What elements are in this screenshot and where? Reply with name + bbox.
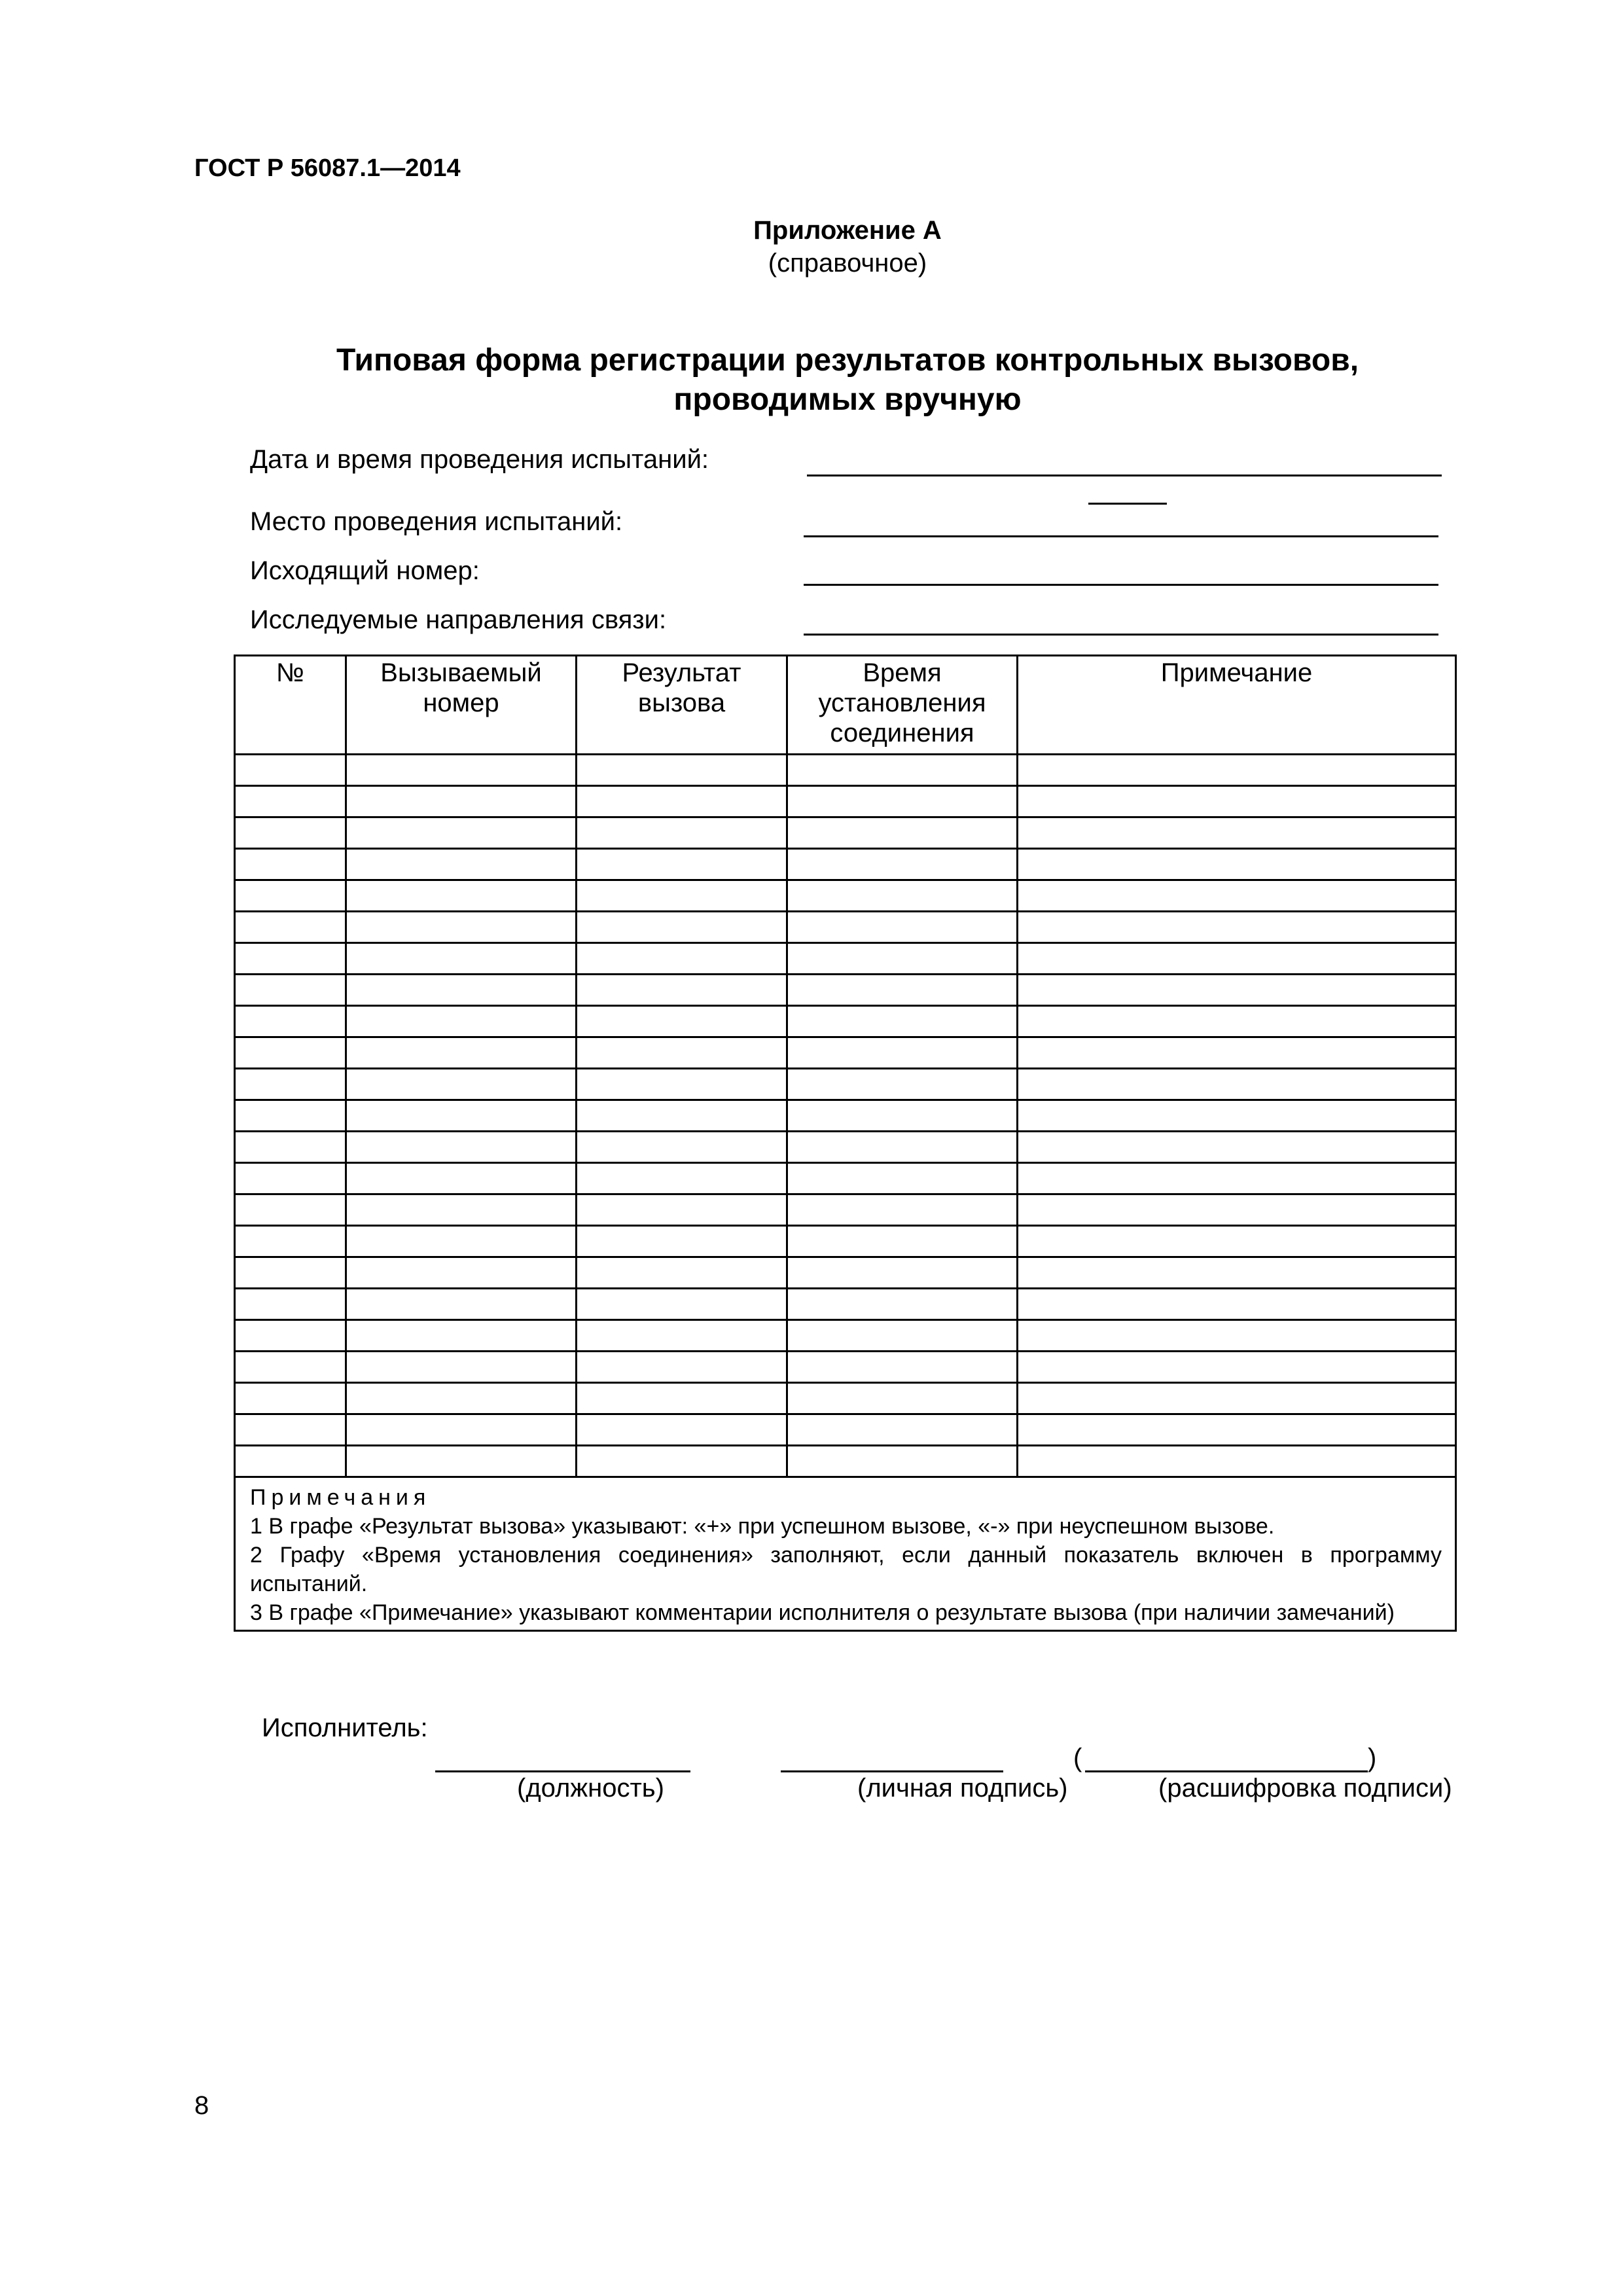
field-label-location: Место проведения испытаний: xyxy=(250,507,623,536)
cell-note[interactable] xyxy=(1018,1352,1456,1383)
table-row xyxy=(235,1006,1456,1037)
table-row xyxy=(235,1037,1456,1069)
cell-number[interactable] xyxy=(235,1352,346,1383)
table-row xyxy=(235,1352,1456,1383)
table-row xyxy=(235,817,1456,849)
standard-designation: ГОСТ Р 56087.1—2014 xyxy=(194,154,461,182)
cell-note[interactable] xyxy=(1018,817,1456,849)
cell-number[interactable] xyxy=(235,912,346,943)
note-item-2: 2 Графу «Время установления соединения» заполняют, если данный показатель включен в программу испытаний. xyxy=(250,1543,1442,1596)
cell-number[interactable] xyxy=(235,1257,346,1289)
cell-connection-time[interactable] xyxy=(787,1037,1018,1069)
cell-note[interactable] xyxy=(1018,1006,1456,1037)
cell-note[interactable] xyxy=(1018,975,1456,1006)
note-item-1: 1 В графе «Результат вызова» указывают: «+» при успешном вызове, «-» при неуспешном вызове. xyxy=(250,1514,1275,1539)
cell-called-number[interactable] xyxy=(346,912,577,943)
cell-number[interactable] xyxy=(235,1414,346,1446)
cell-number[interactable] xyxy=(235,849,346,880)
cell-connection-time[interactable] xyxy=(787,1226,1018,1257)
cell-connection-time[interactable] xyxy=(787,975,1018,1006)
cell-called-number[interactable] xyxy=(346,817,577,849)
cell-note[interactable] xyxy=(1018,1414,1456,1446)
table-row xyxy=(235,1414,1456,1446)
cell-note[interactable] xyxy=(1018,1194,1456,1226)
cell-connection-time[interactable] xyxy=(787,1163,1018,1194)
decoding-close-paren: ) xyxy=(1368,1744,1377,1772)
cell-note[interactable] xyxy=(1018,1320,1456,1352)
cell-note[interactable] xyxy=(1018,1037,1456,1069)
cell-connection-time[interactable] xyxy=(787,849,1018,880)
cell-number[interactable] xyxy=(235,786,346,817)
cell-number[interactable] xyxy=(235,1226,346,1257)
cell-called-number[interactable] xyxy=(346,1069,577,1100)
cell-call-result[interactable] xyxy=(577,1194,787,1226)
cell-called-number[interactable] xyxy=(346,1414,577,1446)
cell-connection-time[interactable] xyxy=(787,1006,1018,1037)
table-row xyxy=(235,1194,1456,1226)
field-line-directions[interactable] xyxy=(804,634,1438,636)
cell-number[interactable] xyxy=(235,1006,346,1037)
cell-number[interactable] xyxy=(235,943,346,975)
cell-note[interactable] xyxy=(1018,943,1456,975)
cell-number[interactable] xyxy=(235,1132,346,1163)
cell-note[interactable] xyxy=(1018,849,1456,880)
field-line-location[interactable] xyxy=(804,535,1438,537)
cell-connection-time[interactable] xyxy=(787,1100,1018,1132)
cell-call-result[interactable] xyxy=(577,1414,787,1446)
cell-called-number[interactable] xyxy=(346,1320,577,1352)
table-row xyxy=(235,755,1456,786)
cell-called-number[interactable] xyxy=(346,1446,577,1477)
cell-number[interactable] xyxy=(235,1320,346,1352)
performer-label: Исполнитель: xyxy=(262,1713,428,1742)
cell-call-result[interactable] xyxy=(577,755,787,786)
cell-note[interactable] xyxy=(1018,786,1456,817)
cell-note[interactable] xyxy=(1018,880,1456,912)
cell-call-result[interactable] xyxy=(577,1352,787,1383)
cell-connection-time[interactable] xyxy=(787,1414,1018,1446)
cell-called-number[interactable] xyxy=(346,975,577,1006)
column-header-note: Примечание xyxy=(1018,656,1456,755)
cell-called-number[interactable] xyxy=(346,943,577,975)
cell-call-result[interactable] xyxy=(577,1383,787,1414)
cell-call-result[interactable] xyxy=(577,1446,787,1477)
cell-call-result[interactable] xyxy=(577,1257,787,1289)
field-line-date-time[interactable] xyxy=(807,475,1442,476)
cell-called-number[interactable] xyxy=(346,849,577,880)
cell-connection-time[interactable] xyxy=(787,755,1018,786)
cell-connection-time[interactable] xyxy=(787,1194,1018,1226)
cell-connection-time[interactable] xyxy=(787,1320,1018,1352)
table-body xyxy=(235,755,1456,1477)
cell-call-result[interactable] xyxy=(577,786,787,817)
cell-note[interactable] xyxy=(1018,1383,1456,1414)
cell-call-result[interactable] xyxy=(577,1320,787,1352)
cell-call-result[interactable] xyxy=(577,1163,787,1194)
annex-type: (справочное) xyxy=(768,249,927,278)
column-header-connection-time: Время установления соединения xyxy=(787,656,1018,755)
table-row xyxy=(235,1163,1456,1194)
cell-number[interactable] xyxy=(235,817,346,849)
cell-called-number[interactable] xyxy=(346,1006,577,1037)
annex-title: Приложение А xyxy=(753,216,942,245)
cell-connection-time[interactable] xyxy=(787,912,1018,943)
table-row xyxy=(235,1100,1456,1132)
cell-note[interactable] xyxy=(1018,1069,1456,1100)
cell-called-number[interactable] xyxy=(346,755,577,786)
notes-heading: Примечания xyxy=(250,1485,431,1510)
cell-connection-time[interactable] xyxy=(787,880,1018,912)
cell-connection-time[interactable] xyxy=(787,786,1018,817)
cell-number[interactable] xyxy=(235,1037,346,1069)
table-row xyxy=(235,1289,1456,1320)
cell-connection-time[interactable] xyxy=(787,1257,1018,1289)
cell-connection-time[interactable] xyxy=(787,1446,1018,1477)
cell-connection-time[interactable] xyxy=(787,1132,1018,1163)
cell-call-result[interactable] xyxy=(577,1100,787,1132)
table-row xyxy=(235,1383,1456,1414)
decoding-line[interactable] xyxy=(1085,1770,1368,1772)
cell-called-number[interactable] xyxy=(346,880,577,912)
cell-number[interactable] xyxy=(235,755,346,786)
cell-called-number[interactable] xyxy=(346,1194,577,1226)
cell-call-result[interactable] xyxy=(577,849,787,880)
table-row xyxy=(235,880,1456,912)
field-label-directions: Исследуемые направления связи: xyxy=(250,605,667,634)
page-number: 8 xyxy=(194,2091,209,2120)
decoding-caption: (расшифровка подписи) xyxy=(1158,1774,1452,1803)
cell-connection-time[interactable] xyxy=(787,943,1018,975)
form-title-line-1: Типовая форма регистрации результатов контрольных вызовов, xyxy=(336,343,1359,378)
field-label-outgoing-number: Исходящий номер: xyxy=(250,556,480,585)
decoding-open-paren: ( xyxy=(1073,1744,1082,1772)
table-row xyxy=(235,1320,1456,1352)
cell-called-number[interactable] xyxy=(346,1226,577,1257)
cell-connection-time[interactable] xyxy=(787,817,1018,849)
position-caption: (должность) xyxy=(517,1774,664,1803)
cell-number[interactable] xyxy=(235,1069,346,1100)
table-row xyxy=(235,1226,1456,1257)
cell-call-result[interactable] xyxy=(577,1006,787,1037)
cell-number[interactable] xyxy=(235,1446,346,1477)
cell-number[interactable] xyxy=(235,1100,346,1132)
signature-line[interactable] xyxy=(781,1770,1003,1772)
cell-call-result[interactable] xyxy=(577,1037,787,1069)
cell-connection-time[interactable] xyxy=(787,1352,1018,1383)
cell-number[interactable] xyxy=(235,1163,346,1194)
cell-connection-time[interactable] xyxy=(787,1383,1018,1414)
cell-note[interactable] xyxy=(1018,1163,1456,1194)
cell-connection-time[interactable] xyxy=(787,1289,1018,1320)
cell-call-result[interactable] xyxy=(577,880,787,912)
table-row xyxy=(235,1257,1456,1289)
call-registration-table xyxy=(234,655,1457,1632)
table-row xyxy=(235,943,1456,975)
cell-call-result[interactable] xyxy=(577,1226,787,1257)
table-row xyxy=(235,849,1456,880)
cell-call-result[interactable] xyxy=(577,1289,787,1320)
cell-connection-time[interactable] xyxy=(787,1069,1018,1100)
cell-number[interactable] xyxy=(235,1289,346,1320)
cell-note[interactable] xyxy=(1018,912,1456,943)
cell-called-number[interactable] xyxy=(346,1383,577,1414)
column-header-number: № xyxy=(235,656,346,755)
table-row xyxy=(235,1446,1456,1477)
column-header-call-result: Результат вызова xyxy=(577,656,787,755)
cell-note[interactable] xyxy=(1018,1132,1456,1163)
field-line-outgoing-number[interactable] xyxy=(804,584,1438,586)
cell-call-result[interactable] xyxy=(577,912,787,943)
cell-called-number[interactable] xyxy=(346,1289,577,1320)
cell-note[interactable] xyxy=(1018,1226,1456,1257)
cell-call-result[interactable] xyxy=(577,1069,787,1100)
cell-call-result[interactable] xyxy=(577,1132,787,1163)
field-label-date-time: Дата и время проведения испытаний: xyxy=(250,445,709,474)
cell-note[interactable] xyxy=(1018,1289,1456,1320)
table-row xyxy=(235,1132,1456,1163)
cell-number[interactable] xyxy=(235,1383,346,1414)
cell-call-result[interactable] xyxy=(577,975,787,1006)
cell-number[interactable] xyxy=(235,880,346,912)
note-item-3: 3 В графе «Примечание» указывают комментарии исполнителя о результате вызова (при наличии замечаний) xyxy=(250,1600,1395,1625)
cell-call-result[interactable] xyxy=(577,943,787,975)
column-header-called-number: Вызываемый номер xyxy=(346,656,577,755)
notes-row xyxy=(235,1477,1456,1631)
cell-called-number[interactable] xyxy=(346,1257,577,1289)
cell-note[interactable] xyxy=(1018,1100,1456,1132)
table-row xyxy=(235,1069,1456,1100)
cell-note[interactable] xyxy=(1018,1257,1456,1289)
table-header-row xyxy=(235,656,1456,755)
cell-called-number[interactable] xyxy=(346,786,577,817)
form-title-line-2: проводимых вручную xyxy=(673,382,1022,417)
field-line-date-time-continuation[interactable] xyxy=(1088,503,1167,505)
cell-number[interactable] xyxy=(235,975,346,1006)
signature-caption: (личная подпись) xyxy=(857,1774,1068,1803)
cell-called-number[interactable] xyxy=(346,1352,577,1383)
cell-note[interactable] xyxy=(1018,755,1456,786)
table-row xyxy=(235,975,1456,1006)
cell-called-number[interactable] xyxy=(346,1163,577,1194)
cell-called-number[interactable] xyxy=(346,1100,577,1132)
table-row xyxy=(235,912,1456,943)
table-row xyxy=(235,786,1456,817)
cell-call-result[interactable] xyxy=(577,817,787,849)
notes-block xyxy=(235,1477,1456,1631)
cell-called-number[interactable] xyxy=(346,1132,577,1163)
position-line[interactable] xyxy=(435,1770,690,1772)
cell-note[interactable] xyxy=(1018,1446,1456,1477)
cell-number[interactable] xyxy=(235,1194,346,1226)
cell-called-number[interactable] xyxy=(346,1037,577,1069)
